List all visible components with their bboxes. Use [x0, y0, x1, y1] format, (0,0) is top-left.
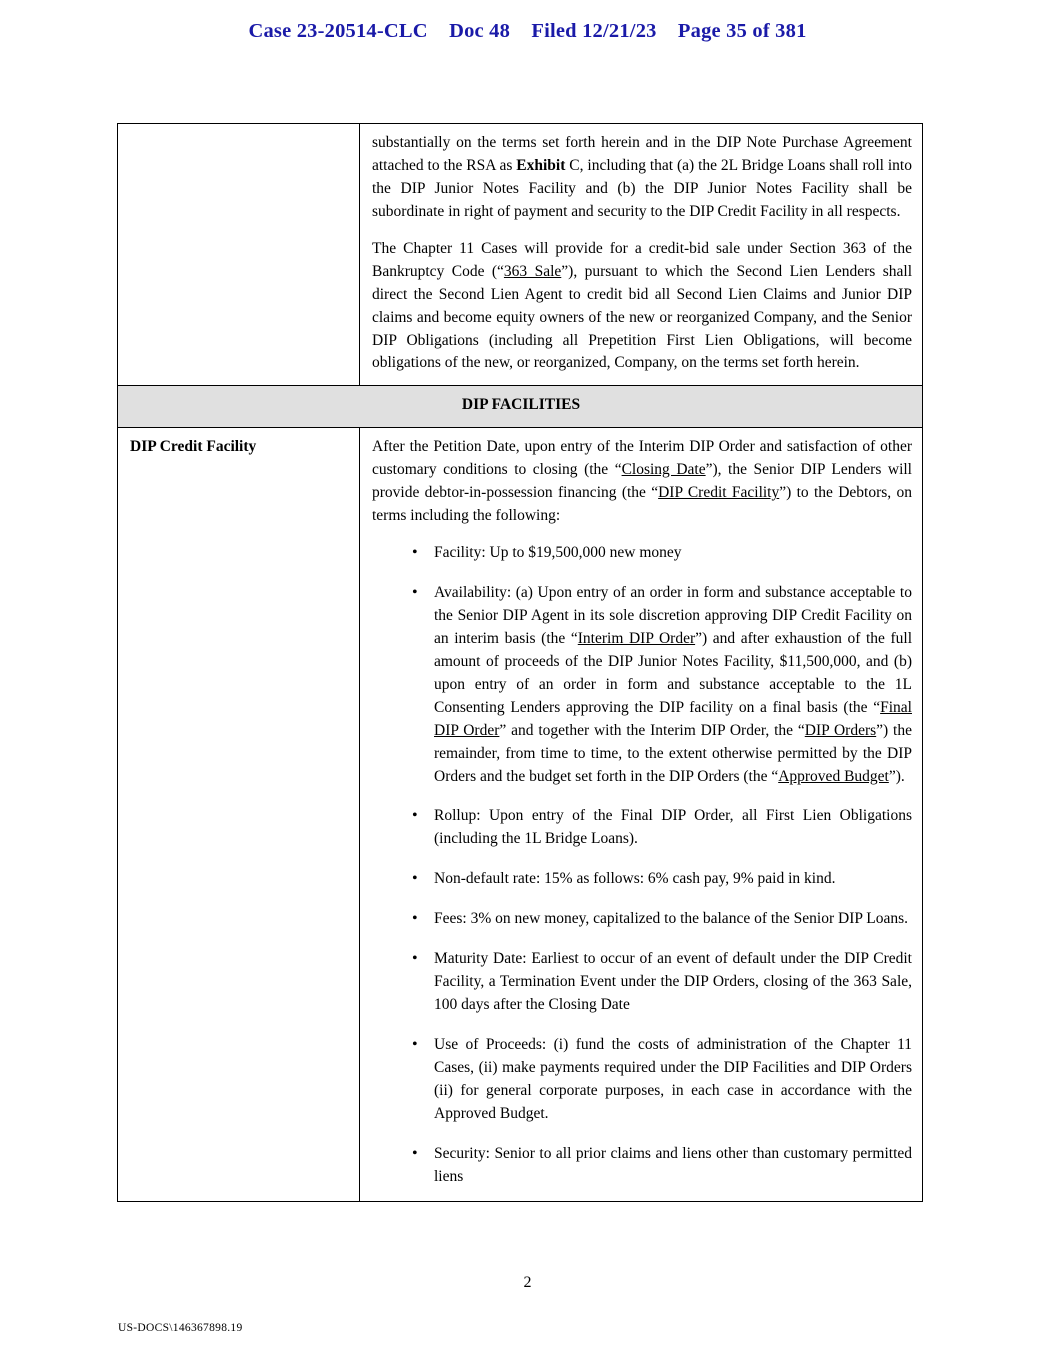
bullet-text-d: ”) the remainder, from time to time, to the extent otherwise permitted by the DIP Orders and the budget set forth in the DIP Orders (the “	[434, 721, 912, 785]
bullet-text-e: ”).	[888, 767, 905, 785]
list-item	[412, 1034, 912, 1126]
para-text-a: After the Petition Date, upon entry of the Interim DIP Order and satisfaction of other customary conditions to closing (the “	[372, 438, 912, 479]
document-reference-footer: US-DOCS\146367898.19	[118, 1322, 243, 1334]
section-header-dip-facilities: DIP FACILITIES	[118, 386, 923, 428]
list-item	[412, 1143, 912, 1189]
para-text-c: ”) to the Debtors, on terms including the following:	[372, 484, 913, 525]
bullet-text-a: Maturity Date: Earliest to occur of an event of default under the DIP Credit Facility, a Termination Event under the DIP Orders, closing of the 363 Sale, 100 days after the Closing Date	[434, 950, 912, 1014]
exhibit-bold: Exhibit	[516, 156, 566, 174]
bullet-text-a: Non-default rate: 15% as follows: 6% cash pay, 9% paid in kind.	[434, 870, 836, 888]
paragraph-dip-intro	[372, 436, 912, 528]
bullet-text-a: Fees: 3% on new money, capitalized to the balance of the Senior DIP Loans.	[434, 910, 909, 928]
paragraph-363-sale	[372, 238, 912, 376]
list-item	[412, 948, 912, 1017]
case-stamp-text: Case 23-20514-CLC Doc 48 Filed 12/21/23 Page 35 of 381	[248, 20, 807, 42]
row-label-empty	[118, 124, 360, 386]
row-label-dip-credit-facility: DIP Credit Facility	[118, 428, 360, 1201]
bullet-text-b: ”) and after exhaustion of the full amount of proceeds of the DIP Junior Notes Facility, $11,500,000, and (b) upon entry of an order in form and substance acceptable to the 1L Consenting Lenders approving the DIP facility on a final basis (the “	[434, 629, 913, 716]
bullet-text-a: Use of Proceeds: (i) fund the costs of administration of the Chapter 11 Cases, (ii) make payments required under the DIP Facilities and DIP Orders (ii) for general corporate purposes, in each case in accordance with the Approved Budget.	[434, 1036, 912, 1122]
list-item	[412, 868, 912, 891]
defined-term-363-sale: 363 Sale	[503, 262, 562, 280]
bullet-text-a: Facility: Up to $19,500,000 new money	[434, 544, 682, 562]
bullet-underline-3: DIP Orders	[804, 721, 877, 739]
para-text-b: ”), the Senior DIP Lenders will provide debtor-in-possession financing (the “	[372, 461, 912, 502]
list-item	[412, 805, 912, 851]
bullet-underline-2: Final DIP Order	[434, 698, 912, 739]
term-sheet-table	[117, 123, 923, 1202]
para-text-b: ”), pursuant to which the Second Lien Lenders shall direct the Second Lien Agent to credit bid all Second Lien Claims and Junior DIP claims and become equity owners of the new or reorganized Company, and the Senior DIP Obligations (including all Prepetition First Lien Obligations, will become obligations of the new, or reorganized, Company, on the terms set forth herein.	[372, 262, 913, 372]
dip-terms-bullet-list	[372, 542, 912, 1189]
para-text-b: C, including that (a) the 2L Bridge Loans shall roll into the DIP Junior Notes Facility and (b) the DIP Junior Notes Facility shall be subordinate in right of payment and security to the DIP Credit Facility in all respects.	[372, 156, 912, 220]
defined-term-dip-credit-facility: DIP Credit Facility	[658, 484, 780, 502]
row-body-continuation	[360, 124, 923, 386]
table-row	[118, 124, 923, 386]
table-section-header-row	[118, 386, 923, 428]
para-text-a: substantially on the terms set forth herein and in the DIP Note Purchase Agreement attached to the RSA as	[372, 134, 912, 174]
list-item	[412, 542, 912, 565]
bullet-text-c: ” and together with the Interim DIP Order, the “	[499, 721, 805, 739]
row-body-dip-credit-facility	[360, 428, 923, 1201]
list-item	[412, 908, 912, 931]
paragraph-dip-note-purchase	[372, 132, 912, 224]
list-item	[412, 582, 912, 788]
bullet-text-a: Availability: (a) Upon entry of an order in form and substance acceptable to the Senior DIP Agent in its sole discretion approving DIP Credit Facility on an interim basis (the “	[434, 584, 912, 647]
bullet-underline-4: Approved Budget	[778, 767, 889, 785]
bullet-underline-1: Interim DIP Order	[577, 629, 696, 647]
defined-term-closing-date: Closing Date	[621, 461, 706, 479]
table-row	[118, 428, 923, 1201]
para-text-a: The Chapter 11 Cases will provide for a credit-bid sale under Section 363 of the Bankruptcy Code (“	[372, 239, 912, 280]
bullet-text-a: Security: Senior to all prior claims and liens other than customary permitted liens	[434, 1144, 912, 1185]
page-number: 2	[523, 1274, 532, 1291]
bullet-text-a: Rollup: Upon entry of the Final DIP Order, all First Lien Obligations (including the 1L Bridge Loans).	[434, 807, 912, 848]
court-filing-stamp	[0, 20, 1055, 43]
